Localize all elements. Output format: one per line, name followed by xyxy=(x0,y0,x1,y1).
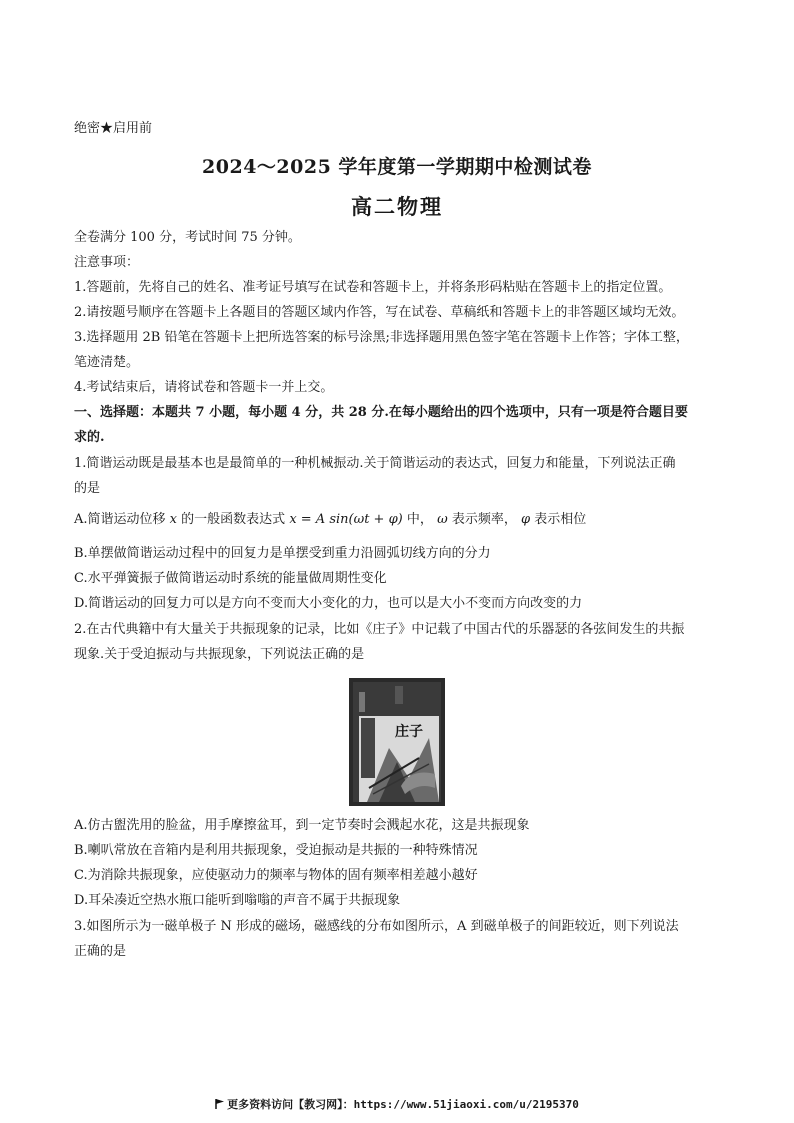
q1-option-a-mid: 的一般函数表达式 xyxy=(181,512,286,527)
zhuangzi-book-image xyxy=(349,678,445,806)
book-title: 庄子 xyxy=(395,724,423,740)
q1-var-x: x xyxy=(169,512,178,527)
section-heading-cont: 求的. xyxy=(74,430,105,445)
q3-stem-cont: 正确的是 xyxy=(74,944,127,959)
score-time: 全卷满分 100 分，考试时间 75 分钟。 xyxy=(74,230,301,245)
q1-option-a-post3: 表示相位 xyxy=(534,512,587,527)
q2-stem: 2.在古代典籍中有大量关于共振现象的记录，比如《庄子》中记载了中国古代的乐器瑟的各弦间发生的共振 xyxy=(74,622,685,637)
q2-option-b: B.喇叭常放在音箱内是利用共振现象，受迫振动是共振的一种特殊情况 xyxy=(74,843,478,858)
q3-stem: 3.如图所示为一磁单极子 N 形成的磁场，磁感线的分布如图所示，A 到磁单极子的间距较近，则下列说法 xyxy=(74,919,679,934)
q2-option-d: D.耳朵凑近空热水瓶口能听到嗡嗡的声音不属于共振现象 xyxy=(74,893,401,908)
q1-omega: ω xyxy=(437,512,448,527)
section-heading: 一、选择题：本题共 7 小题，每小题 4 分，共 28 分.在每小题给出的四个选项中，只有一项是符合题目要 xyxy=(74,405,688,420)
q1-option-b: B.单摆做简谐运动过程中的回复力是单摆受到重力沿圆弧切线方向的分力 xyxy=(74,546,491,561)
notice-item-3-cont: 笔迹清楚。 xyxy=(74,355,140,370)
q1-option-a-pre: A.简谐运动位移 xyxy=(74,512,166,527)
q1-option-a-post1: 中， xyxy=(406,512,433,527)
q1-option-a xyxy=(74,511,586,529)
notice-item-2: 2.请按题号顺序在答题卡上各题目的答题区域内作答，写在试卷、草稿纸和答题卡上的非答题区域均无效。 xyxy=(74,305,685,320)
notice-title: 注意事项： xyxy=(74,255,140,270)
notice-item-1: 1.答题前，先将自己的姓名、准考证号填写在试卷和答题卡上，并将条形码粘贴在答题卡上的指定位置。 xyxy=(74,280,672,295)
q1-stem-cont: 的是 xyxy=(74,481,101,496)
flag-icon xyxy=(215,1099,225,1109)
notice-item-4: 4.考试结束后，请将试卷和答题卡一并上交。 xyxy=(74,380,334,395)
q2-option-c: C.为消除共振现象，应使驱动力的频率与物体的固有频率相差越小越好 xyxy=(74,868,478,883)
footer-link[interactable] xyxy=(0,1096,794,1112)
q2-option-a: A.仿古盥洗用的脸盆，用手摩擦盆耳，到一定节奏时会溅起水花，这是共振现象 xyxy=(74,818,530,833)
secret-mark: 绝密★启用前 xyxy=(74,121,153,136)
q1-stem: 1.简谐运动既是最基本也是最简单的一种机械振动.关于简谐运动的表达式，回复力和能量，下列说法正确 xyxy=(74,456,676,471)
q1-option-a-post2: 表示频率， xyxy=(451,512,517,527)
exam-title: 2024～2025 学年度第一学期期中检测试卷 xyxy=(202,156,592,178)
q1-option-c: C.水平弹簧振子做简谐运动时系统的能量做周期性变化 xyxy=(74,571,387,586)
subject-title: 高二物理 xyxy=(351,194,443,219)
q1-option-d: D.简谐运动的回复力可以是方向不变而大小变化的力，也可以是大小不变而方向改变的力 xyxy=(74,596,583,611)
notice-item-3: 3.选择题用 2B 铅笔在答题卡上把所选答案的标号涂黑;非选择题用黑色签字笔在答题卡上作答；字体工整， xyxy=(74,330,689,345)
q2-stem-cont: 现象.关于受迫振动与共振现象，下列说法正确的是 xyxy=(74,647,365,662)
q1-formula: x = A sin(ωt + φ) xyxy=(289,512,403,527)
footer-text: 更多资料访问【教习网】：https://www.51jiaoxi.com/u/2195370 xyxy=(227,1098,579,1111)
q1-phi: φ xyxy=(520,512,531,527)
